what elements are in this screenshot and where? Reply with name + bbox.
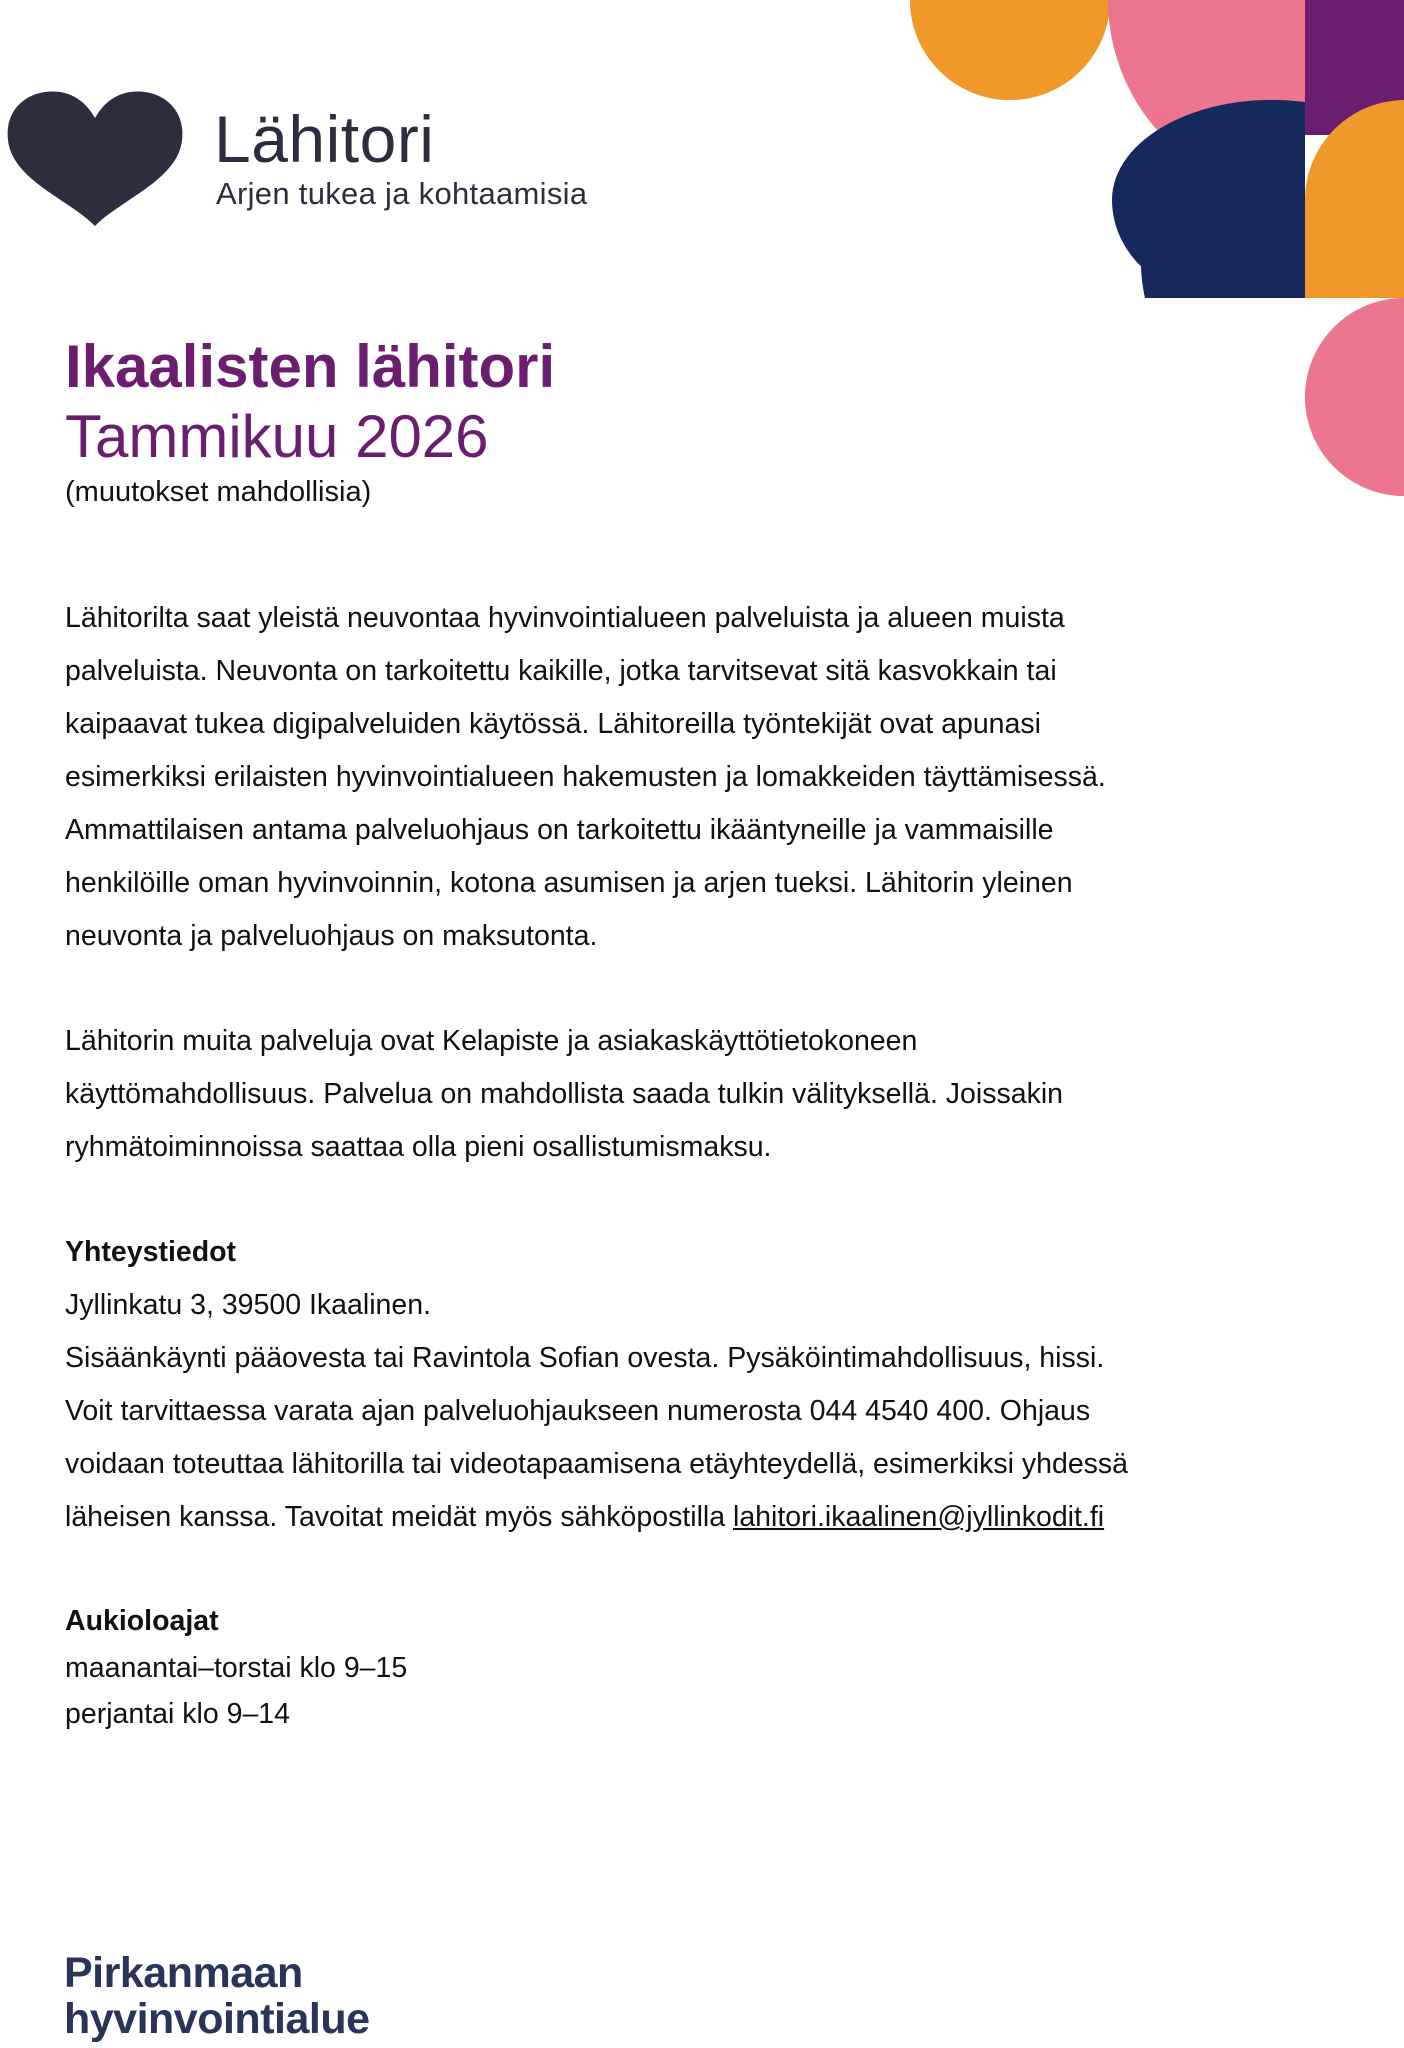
intro-line: esimerkiksi erilaisten hyvinvointialueen hakemusten ja lomakkeiden täyttämisessä.: [65, 761, 1106, 793]
intro-line: palveluista. Neuvonta on tarkoitettu kaikille, jotka tarvitsevat sitä kasvokkain tai: [65, 655, 1057, 687]
services-line: ryhmätoiminnoissa saattaa olla pieni osallistumismaksu.: [65, 1131, 772, 1163]
email-link[interactable]: lahitori.ikaalinen@jyllinkodit.fi: [733, 1501, 1105, 1533]
intro-line: Ammattilaisen antama palveluohjaus on tarkoitettu ikääntyneille ja vammaisille: [65, 814, 1054, 846]
intro-line: neuvonta ja palveluohjaus on maksutonta.: [65, 920, 598, 952]
intro-paragraph: [65, 592, 1325, 963]
page-title: Ikaalisten lähitori: [65, 333, 556, 400]
heart-logo-icon: [0, 88, 190, 228]
contact-address: Jyllinkatu 3, 39500 Ikaalinen.: [65, 1289, 431, 1321]
contact-booking-line: Voit tarvittaessa varata ajan palveluohjaukseen numerosta 044 4540 400. Ohjaus: [65, 1395, 1091, 1427]
hours-weekdays: maanantai–torstai klo 9–15: [65, 1652, 408, 1684]
contact-booking-text: läheisen kanssa. Tavoitat meidät myös sähköpostilla: [65, 1501, 733, 1533]
contact-section: [65, 1226, 1325, 1544]
hours-heading: Aukioloajat: [65, 1605, 219, 1637]
contact-entrance: Sisäänkäynti pääovesta tai Ravintola Sofian ovesta. Pysäköintimahdollisuus, hissi.: [65, 1342, 1105, 1374]
orange-shape-ext: [910, 0, 1110, 100]
page-subtitle: Tammikuu 2026: [65, 403, 489, 470]
footer-logo: [64, 1950, 370, 2042]
footer-logo-line1: Pirkanmaan: [64, 1949, 303, 1997]
contact-booking-line-email: [65, 1491, 1325, 1544]
hours-friday: perjantai klo 9–14: [65, 1698, 290, 1730]
pink-shape-right-body: [1305, 298, 1404, 496]
intro-line: henkilöille oman hyvinvoinnin, kotona asumisen ja arjen tueksi. Lähitorin yleinen: [65, 867, 1073, 899]
contact-booking-line: voidaan toteuttaa lähitorilla tai videotapaamisena etäyhteydellä, esimerkiksi yhdessä: [65, 1448, 1129, 1480]
brand-name: Lähitori: [214, 102, 435, 176]
services-line: käyttömahdollisuus. Palvelua on mahdollista saada tulkin välityksellä. Joissakin: [65, 1078, 1064, 1110]
services-paragraph: [65, 1015, 1325, 1174]
services-line: Lähitorin muita palveluja ovat Kelapiste ja asiakaskäyttötietokoneen: [65, 1025, 918, 1057]
contact-heading: Yhteystiedot: [65, 1236, 237, 1268]
hours-list: [65, 1645, 407, 1737]
change-note: (muutokset mahdollisia): [65, 476, 372, 508]
intro-line: kaipaavat tukea digipalveluiden käytössä. Lähitoreilla työntekijät ovat apunasi: [65, 708, 1041, 740]
intro-line: Lähitorilta saat yleistä neuvontaa hyvinvointialueen palveluista ja alueen muista: [65, 602, 1065, 634]
footer-logo-line2: hyvinvointialue: [64, 1995, 370, 2043]
brand-tagline: Arjen tukea ja kohtaamisia: [216, 176, 588, 211]
navy-shape-body: [1112, 100, 1305, 298]
